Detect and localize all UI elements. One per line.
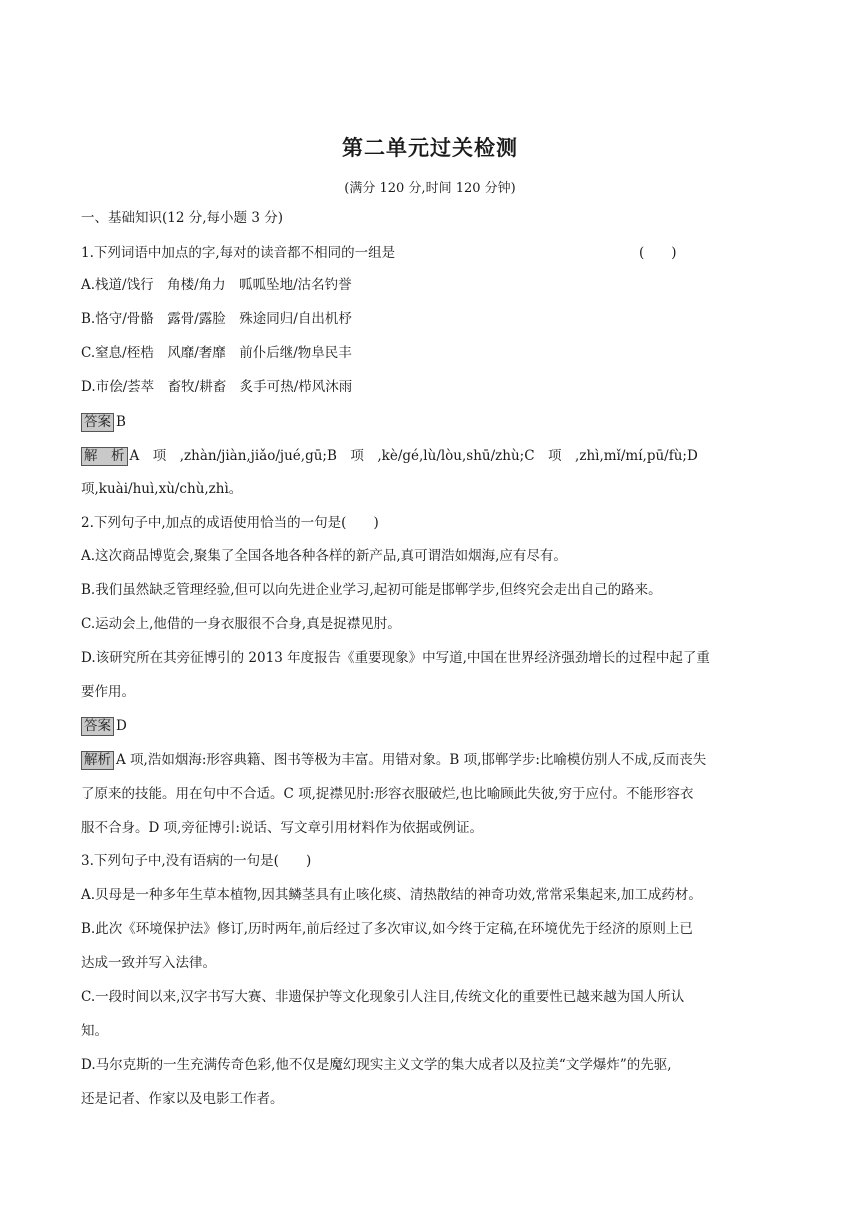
answer-label: 答案 (81, 413, 114, 432)
q2-option-a: A.这次商品博览会,聚集了全国各地各种各样的新产品,真可谓浩如烟海,应有尽有。 (81, 548, 567, 564)
q2-answer-row (81, 716, 781, 736)
q1-answer-paren: ( ) (639, 245, 677, 261)
analysis-label: 解析 (81, 751, 114, 770)
q1-answer-value: B (116, 414, 126, 430)
q3-option-d-continued: 还是记者、作家以及电影工作者。 (81, 1091, 284, 1107)
q3-stem: 3.下列句子中,没有语病的一句是( ) (81, 853, 312, 869)
q2-analysis-continued-2: 服不合身。D 项,旁征博引:说话、写文章引用材料作为依据或例证。 (81, 820, 483, 836)
q2-option-c: C.运动会上,他借的一身衣服很不合身,真是捉襟见肘。 (81, 616, 401, 632)
q1-stem: 1.下列词语中加点的字,每对的读音都不相同的一组是 (81, 245, 396, 261)
q3-option-c: C.一段时间以来,汉字书写大赛、非遗保护等文化现象引人注目,传统文化的重要性已越来越为国人所认 (81, 989, 685, 1005)
q1-option-d: D.市侩/荟萃 畜牧/耕畜 炙手可热/栉风沐雨 (81, 379, 353, 395)
q1-analysis-text: A 项 ,zhàn/jiàn,jiǎo/jué,gū;B 项 ,kè/gé,lù/lòu,shū/zhù;C 项 ,zhì,mǐ/mí,pū/fù;D (129, 448, 698, 464)
q1-option-a: A.栈道/饯行 角楼/角力 呱呱坠地/沽名钓誉 (81, 277, 352, 293)
analysis-label: 解 析 (81, 447, 128, 466)
section-heading: 一、基础知识(12 分,每小题 3 分) (81, 210, 283, 226)
q3-option-a: A.贝母是一种多年生草本植物,因其鳞茎具有止咳化痰、清热散结的神奇功效,常常采集起来,加工成药材。 (81, 887, 702, 903)
q2-option-b: B.我们虽然缺乏管理经验,但可以向先进企业学习,起初可能是邯郸学步,但终究会走出自己的路来。 (81, 582, 662, 598)
q2-analysis-row (81, 750, 781, 770)
q3-option-d: D.马尔克斯的一生充满传奇色彩,他不仅是魔幻现实主义文学的集大成者以及拉美“文学爆炸”的先驱, (81, 1057, 672, 1073)
q1-option-b: B.恪守/骨骼 露骨/露脸 殊途同归/自出机杼 (81, 311, 352, 327)
q1-analysis-row (81, 446, 781, 466)
answer-label: 答案 (81, 717, 114, 736)
q3-option-b-continued: 达成一致并写入法律。 (81, 955, 216, 971)
q2-option-d: D.该研究所在其旁征博引的 2013 年度报告《重要现象》中写道,中国在世界经济强劲增长的过程中起了重 (81, 650, 710, 666)
q2-option-d-continued: 要作用。 (81, 684, 135, 700)
q1-option-c: C.窒息/桎梏 风靡/奢靡 前仆后继/物阜民丰 (81, 345, 352, 361)
q2-analysis-continued-1: 了原来的技能。用在句中不合适。C 项,捉襟见肘:形容衣服破烂,也比喻顾此失彼,穷于应付。不能形容衣 (81, 786, 694, 802)
document-title: 第二单元过关检测 (342, 136, 518, 160)
q1-answer-row (81, 412, 781, 432)
q3-option-c-continued: 知。 (81, 1023, 108, 1039)
q3-option-b: B.此次《环境保护法》修订,历时两年,前后经过了多次审议,如今终于定稿,在环境优先于经济的原则上已 (81, 921, 693, 937)
q1-analysis-continued: 项,kuài/huì,xù/chù,zhì。 (81, 481, 243, 497)
document-subtitle: (满分 120 分,时间 120 分钟) (344, 181, 516, 196)
q2-answer-value: D (116, 718, 127, 734)
q2-analysis-text: A 项,浩如烟海:形容典籍、图书等极为丰富。用错对象。B 项,邯郸学步:比喻模仿别人不成,反而丧失 (116, 752, 707, 768)
q2-stem: 2.下列句子中,加点的成语使用恰当的一句是( ) (81, 515, 379, 531)
